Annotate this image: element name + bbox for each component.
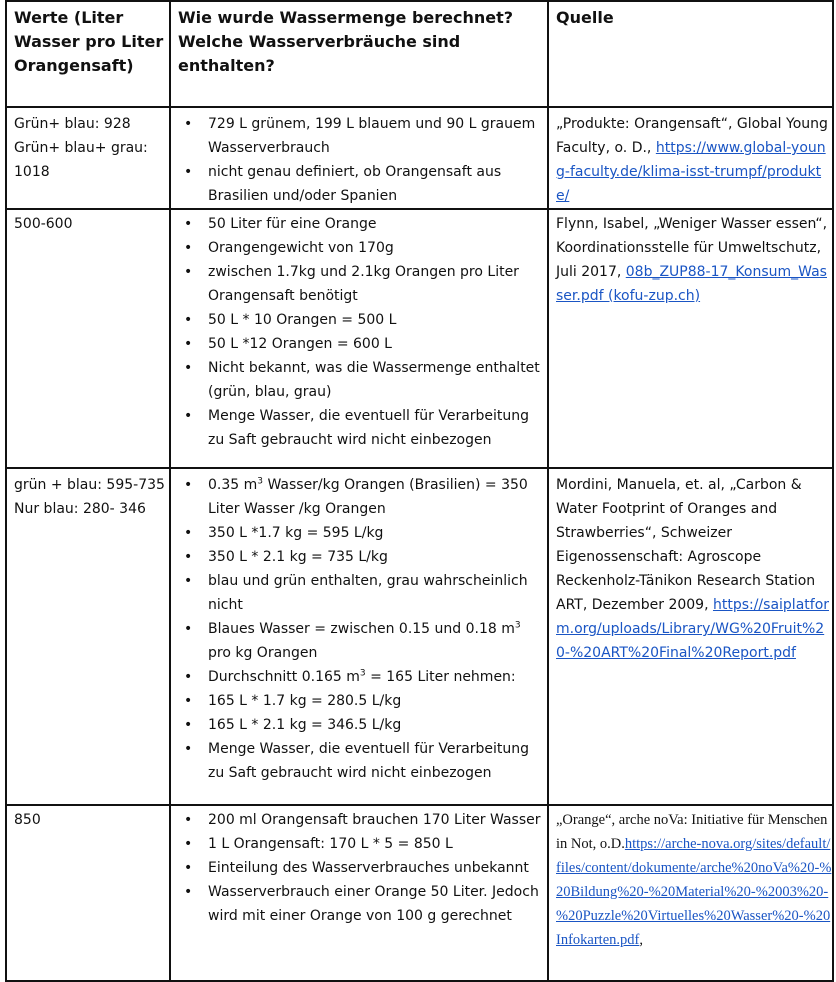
method-bullet: • Durchschnitt 0.165 $m^3 = 165$ Liter nehmen: (208, 665, 547, 689)
method-list (178, 212, 547, 452)
method-bullet: • 50 L * 10 Orangen = 500 L (208, 308, 547, 332)
source-cell (548, 805, 833, 981)
method-bullet: • Menge Wasser, die eventuell für Verarbeitung zu Saft gebraucht wird nicht einbezogen (208, 404, 547, 452)
source-cell (548, 209, 833, 468)
method-bullet: • Orangengewicht von 170g (208, 236, 547, 260)
value-line: 500-600 (14, 216, 73, 232)
method-list (178, 112, 547, 208)
method-bullet: • zwischen 1.7kg und 2.1kg Orangen pro Liter Orangensaft benötigt (208, 260, 547, 308)
source-link[interactable]: https://arche-nova.org/sites/default/files/content/dokumente/arche%20noVa%20-%20Bildung%20-%20Material%20-%2003%20-%20Puzzle%20Virtuelles%20Wasser%20-%20Infokarten.pdf (556, 836, 832, 948)
method-bullet: • 350 L * 2.1 kg = 735 L/kg (208, 545, 547, 569)
source-text: „Orange“, arche noVa: Initiative für Menschen in Not, o.D. (556, 812, 828, 852)
header-values-line: Wasser pro Liter (14, 32, 164, 51)
method-bullet: • 350 L *1.7 kg = 595 L/kg (208, 521, 547, 545)
value-line: Grün+ blau+ grau: (14, 140, 148, 156)
header-method-line: Welche Wasserverbräuche sind (178, 32, 461, 51)
method-bullet: • Blaues Wasser = zwischen 0.15 und 0.18 $m^3$ pro kg Orangen (208, 617, 547, 665)
value-line: Nur blau: 280- 346 (14, 501, 146, 517)
method-cell (170, 468, 548, 805)
method-bullet: • Nicht bekannt, was die Wassermenge enthaltet (grün, blau, grau) (208, 356, 547, 404)
method-bullet: • nicht genau definiert, ob Orangensaft aus Brasilien und/oder Spanien (208, 160, 547, 208)
method-bullet: • 165 L * 1.7 kg = 280.5 L/kg (208, 689, 547, 713)
value-line: 1018 (14, 164, 50, 180)
method-list (178, 808, 547, 928)
source-cell (548, 468, 833, 805)
header-method-line: enthalten? (178, 56, 275, 75)
method-bullet: • 729 L grünem, 199 L blauem und 90 L grauem Wasserverbrauch (208, 112, 547, 160)
method-bullet: • 0.35 $m^3$ Wasser/kg Orangen (Brasilien) = 350 Liter Wasser /kg Orangen (208, 473, 547, 521)
table-row (6, 107, 833, 209)
source-link[interactable]: https://saiplatform.org/uploads/Library/WG%20Fruit%20-%20ART%20Final%20Report.pdf (556, 597, 830, 661)
values-cell (6, 209, 170, 468)
header-source: Quelle (548, 1, 833, 107)
source-link[interactable]: https://www.global-young-faculty.de/klima-isst-trumpf/produkte/ (556, 140, 826, 204)
source-cell (548, 107, 833, 209)
method-list (178, 473, 547, 785)
method-cell (170, 805, 548, 981)
method-bullet: • 165 L * 2.1 kg = 346.5 L/kg (208, 713, 547, 737)
table-row (6, 805, 833, 981)
value-line: 850 (14, 812, 41, 828)
table-row (6, 209, 833, 468)
source-link[interactable]: 08b_ZUP88-17_Konsum_Wasser.pdf (kofu-zup.ch) (556, 264, 827, 304)
water-footprint-table (5, 0, 834, 982)
value-line: Grün+ blau: 928 (14, 116, 131, 132)
method-bullet: • blau und grün enthalten, grau wahrscheinlich nicht (208, 569, 547, 617)
method-bullet: • Wasserverbrauch einer Orange 50 Liter. Jedoch wird mit einer Orange von 100 g gerechnet (208, 880, 547, 928)
header-method-line: Wie wurde Wassermenge berechnet? (178, 8, 514, 27)
header-values (6, 1, 170, 107)
header-values-line: Werte (Liter (14, 8, 124, 27)
method-bullet: • 200 ml Orangensaft brauchen 170 Liter Wasser (208, 808, 547, 832)
method-bullet: • Menge Wasser, die eventuell für Verarbeitung zu Saft gebraucht wird nicht einbezogen (208, 737, 547, 785)
values-cell (6, 805, 170, 981)
source-text: Flynn, Isabel, „Weniger Wasser essen“, Koordinationsstelle für Umweltschutz, Juli 2017, (556, 216, 828, 280)
method-cell (170, 107, 548, 209)
values-cell (6, 468, 170, 805)
source-text: Mordini, Manuela, et. al, „Carbon & Water Footprint of Oranges and Strawberries“, Schweizer Eigenossenschaft: Agroscope Reckenholz-Tänikon Research Station ART, Dezember 2009, (556, 477, 816, 613)
table-row (6, 468, 833, 805)
header-method (170, 1, 548, 107)
header-values-line: Orangensaft) (14, 56, 134, 75)
table-header-row (6, 1, 833, 107)
source-tail: , (639, 932, 643, 948)
method-bullet: • 50 Liter für eine Orange (208, 212, 547, 236)
method-bullet: • 1 L Orangensaft: 170 L * 5 = 850 L (208, 832, 547, 856)
source-text: „Produkte: Orangensaft“, Global Young Faculty, o. D., (556, 116, 828, 156)
method-bullet: • Einteilung des Wasserverbrauches unbekannt (208, 856, 547, 880)
method-bullet: • 50 L *12 Orangen = 600 L (208, 332, 547, 356)
value-line: grün + blau: 595-735 (14, 477, 165, 493)
method-cell (170, 209, 548, 468)
values-cell (6, 107, 170, 209)
